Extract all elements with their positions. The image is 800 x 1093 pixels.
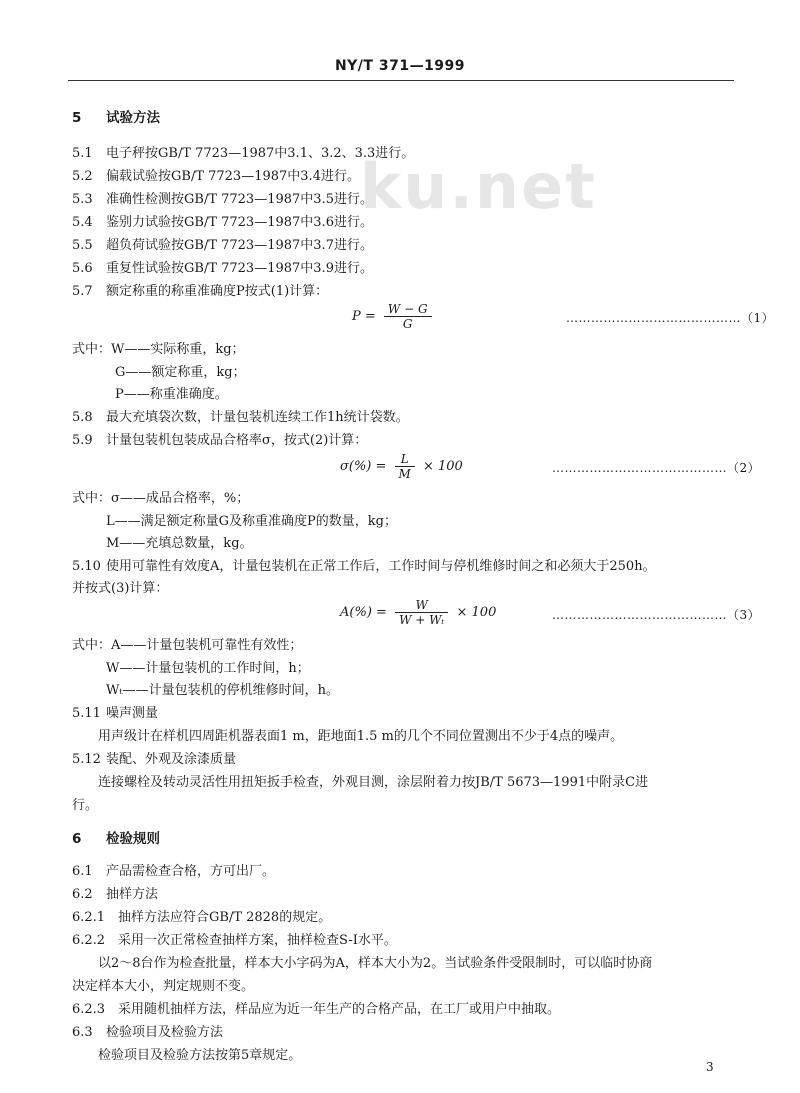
where-2-line-2: L——满足额定称量G及称重准确度P的数量，kg；: [106, 514, 397, 529]
clause-number: 5.5: [72, 238, 93, 253]
clause-number: 5.10: [72, 559, 101, 574]
clause-text: 电子秤按GB/T 7723—1987中3.1、3.2、3.3进行。: [106, 146, 415, 161]
clause-text: 抽样方法应符合GB/T 2828的规定。: [118, 910, 332, 925]
clause-text: 采用一次正常检查抽样方案，抽样检查S-I水平。: [118, 933, 397, 948]
equation-fraction: [384, 302, 432, 331]
clause-6-2-1: [72, 909, 331, 927]
clause-6-1: [72, 863, 275, 881]
fraction-numerator: W − G: [384, 302, 432, 317]
clause-number: 5.6: [72, 261, 93, 276]
clause-6-3-body: 检验项目及检验方法按第5章规定。: [98, 1048, 302, 1063]
clause-5-12: [72, 751, 236, 769]
fraction-numerator: W: [395, 598, 448, 613]
clause-text: 使用可靠性有效度A，计量包装机在正常工作后，工作时间与停机维修时间之和必须大于250h。: [106, 559, 656, 574]
document-code-header: NY/T 371—1999: [334, 58, 466, 74]
clause-number: 5.8: [72, 410, 93, 425]
clause-5-5: [72, 237, 373, 255]
equation-3: [340, 598, 496, 627]
clause-text: 超负荷试验按GB/T 7723—1987中3.7进行。: [106, 238, 373, 253]
clause-6-2: [72, 886, 158, 904]
where-1-line-1: 式中：W——实际称重，kg；: [72, 342, 245, 357]
clause-6-2-3: [72, 1001, 560, 1019]
header-rule: [68, 80, 734, 81]
clause-6-3: [72, 1024, 223, 1042]
clause-6-2-2-cont: 决定样本大小，判定规则不变。: [72, 979, 255, 994]
clause-text: 最大充填袋次数，计量包装机连续工作1h统计袋数。: [106, 410, 409, 425]
where-2-line-3: M——充填总数量，kg。: [106, 536, 253, 551]
equation-2: [340, 452, 463, 481]
section-number: 5: [72, 110, 82, 126]
clause-text: 偏载试验按GB/T 7723—1987中3.4进行。: [106, 169, 360, 184]
clause-5-3: [72, 191, 373, 209]
clause-6-2-2: [72, 932, 397, 950]
where-3-line-1: 式中：A——计量包装机可靠性有效性；: [72, 638, 303, 653]
clause-5-10-cont: 并按式(3)计算：: [72, 581, 169, 596]
clause-text: 产品需检查合格，方可出厂。: [106, 864, 276, 879]
fraction-denominator: M: [398, 467, 411, 481]
equation-lhs: A(%) =: [340, 605, 387, 620]
clause-5-7: [72, 283, 328, 301]
clause-number: 5.1: [72, 146, 93, 161]
clause-5-12-cont: 行。: [72, 798, 99, 813]
clause-number: 5.4: [72, 215, 93, 230]
where-1-line-2: G——额定称重，kg；: [115, 365, 246, 380]
equation-lhs: P =: [352, 309, 376, 324]
clause-5-11-body: 用声级计在样机四周距机器表面1 m，距地面1.5 m的几个不同位置测出不少于4点的噪声。: [98, 729, 624, 744]
equation-3-number: ……………………………………（3）: [552, 608, 761, 622]
clause-number: 6.3: [72, 1025, 93, 1040]
clause-text: 鉴别力试验按GB/T 7723—1987中3.6进行。: [106, 215, 373, 230]
section-5-heading: [72, 109, 160, 127]
clause-number: 6.2.3: [72, 1002, 106, 1017]
clause-5-10: [72, 558, 656, 576]
clause-text: 装配、外观及涂漆质量: [106, 752, 237, 767]
where-1-line-3: P——称重准确度。: [115, 387, 228, 402]
page-number: 3: [706, 1060, 714, 1074]
clause-text: 抽样方法: [106, 887, 159, 902]
fraction-denominator: G: [402, 317, 413, 331]
equation-fraction: [395, 452, 415, 481]
clause-5-1: [72, 145, 414, 163]
equation-1: [352, 302, 436, 331]
equation-tail: × 100: [456, 605, 497, 620]
clause-5-2: [72, 168, 360, 186]
clause-number: 5.3: [72, 192, 93, 207]
clause-5-11: [72, 705, 158, 723]
section-6-heading: [72, 830, 160, 848]
clause-text: 重复性试验按GB/T 7723—1987中3.9进行。: [106, 261, 373, 276]
clause-number: 5.7: [72, 284, 93, 299]
where-3-line-2: W——计量包装机的工作时间，h；: [106, 661, 310, 676]
clause-5-8: [72, 409, 409, 427]
clause-text: 噪声测量: [106, 706, 159, 721]
equation-1-number: ……………………………………（1）: [566, 311, 775, 325]
clause-number: 6.2.1: [72, 910, 106, 925]
clause-5-12-body: 连接螺栓及转动灵活性用扭矩扳手检查，外观目测，涂层附着力按JB/T 5673—1991中附录C进: [98, 775, 649, 790]
clause-text: 采用随机抽样方法，样品应为近一年生产的合格产品，在工厂或用户中抽取。: [118, 1002, 561, 1017]
clause-6-2-2-body: 以2～8台作为检查批量，样本大小字码为A，样本大小为2。当试验条件受限制时，可以临时协商: [98, 956, 653, 971]
equation-lhs: σ(%) =: [340, 459, 387, 474]
clause-number: 6.2: [72, 887, 93, 902]
clause-number: 5.9: [72, 433, 93, 448]
where-3-line-3: Wₜ——计量包装机的停机维修时间，h。: [106, 683, 339, 698]
section-title: 检验规则: [106, 831, 160, 847]
clause-number: 5.11: [72, 706, 101, 721]
equation-2-number: ……………………………………（2）: [552, 461, 761, 475]
clause-5-6: [72, 260, 373, 278]
clause-number: 5.2: [72, 169, 93, 184]
clause-text: 检验项目及检验方法: [106, 1025, 224, 1040]
clause-5-9: [72, 432, 367, 450]
equation-tail: × 100: [422, 459, 463, 474]
section-number: 6: [72, 831, 82, 847]
clause-number: 6.1: [72, 864, 93, 879]
clause-text: 计量包装机包装成品合格率σ，按式(2)计算：: [106, 433, 368, 448]
fraction-denominator: W + Wₜ: [399, 613, 445, 627]
equation-fraction: [395, 598, 448, 627]
clause-text: 额定称重的称重准确度P按式(1)计算：: [106, 284, 329, 299]
clause-5-4: [72, 214, 373, 232]
watermark: ku.net: [360, 150, 597, 223]
section-title: 试验方法: [106, 110, 160, 126]
clause-number: 6.2.2: [72, 933, 106, 948]
where-2-line-1: 式中：σ——成品合格率，%；: [72, 491, 250, 506]
fraction-numerator: L: [395, 452, 415, 467]
clause-number: 5.12: [72, 752, 101, 767]
clause-text: 准确性检测按GB/T 7723—1987中3.5进行。: [106, 192, 373, 207]
